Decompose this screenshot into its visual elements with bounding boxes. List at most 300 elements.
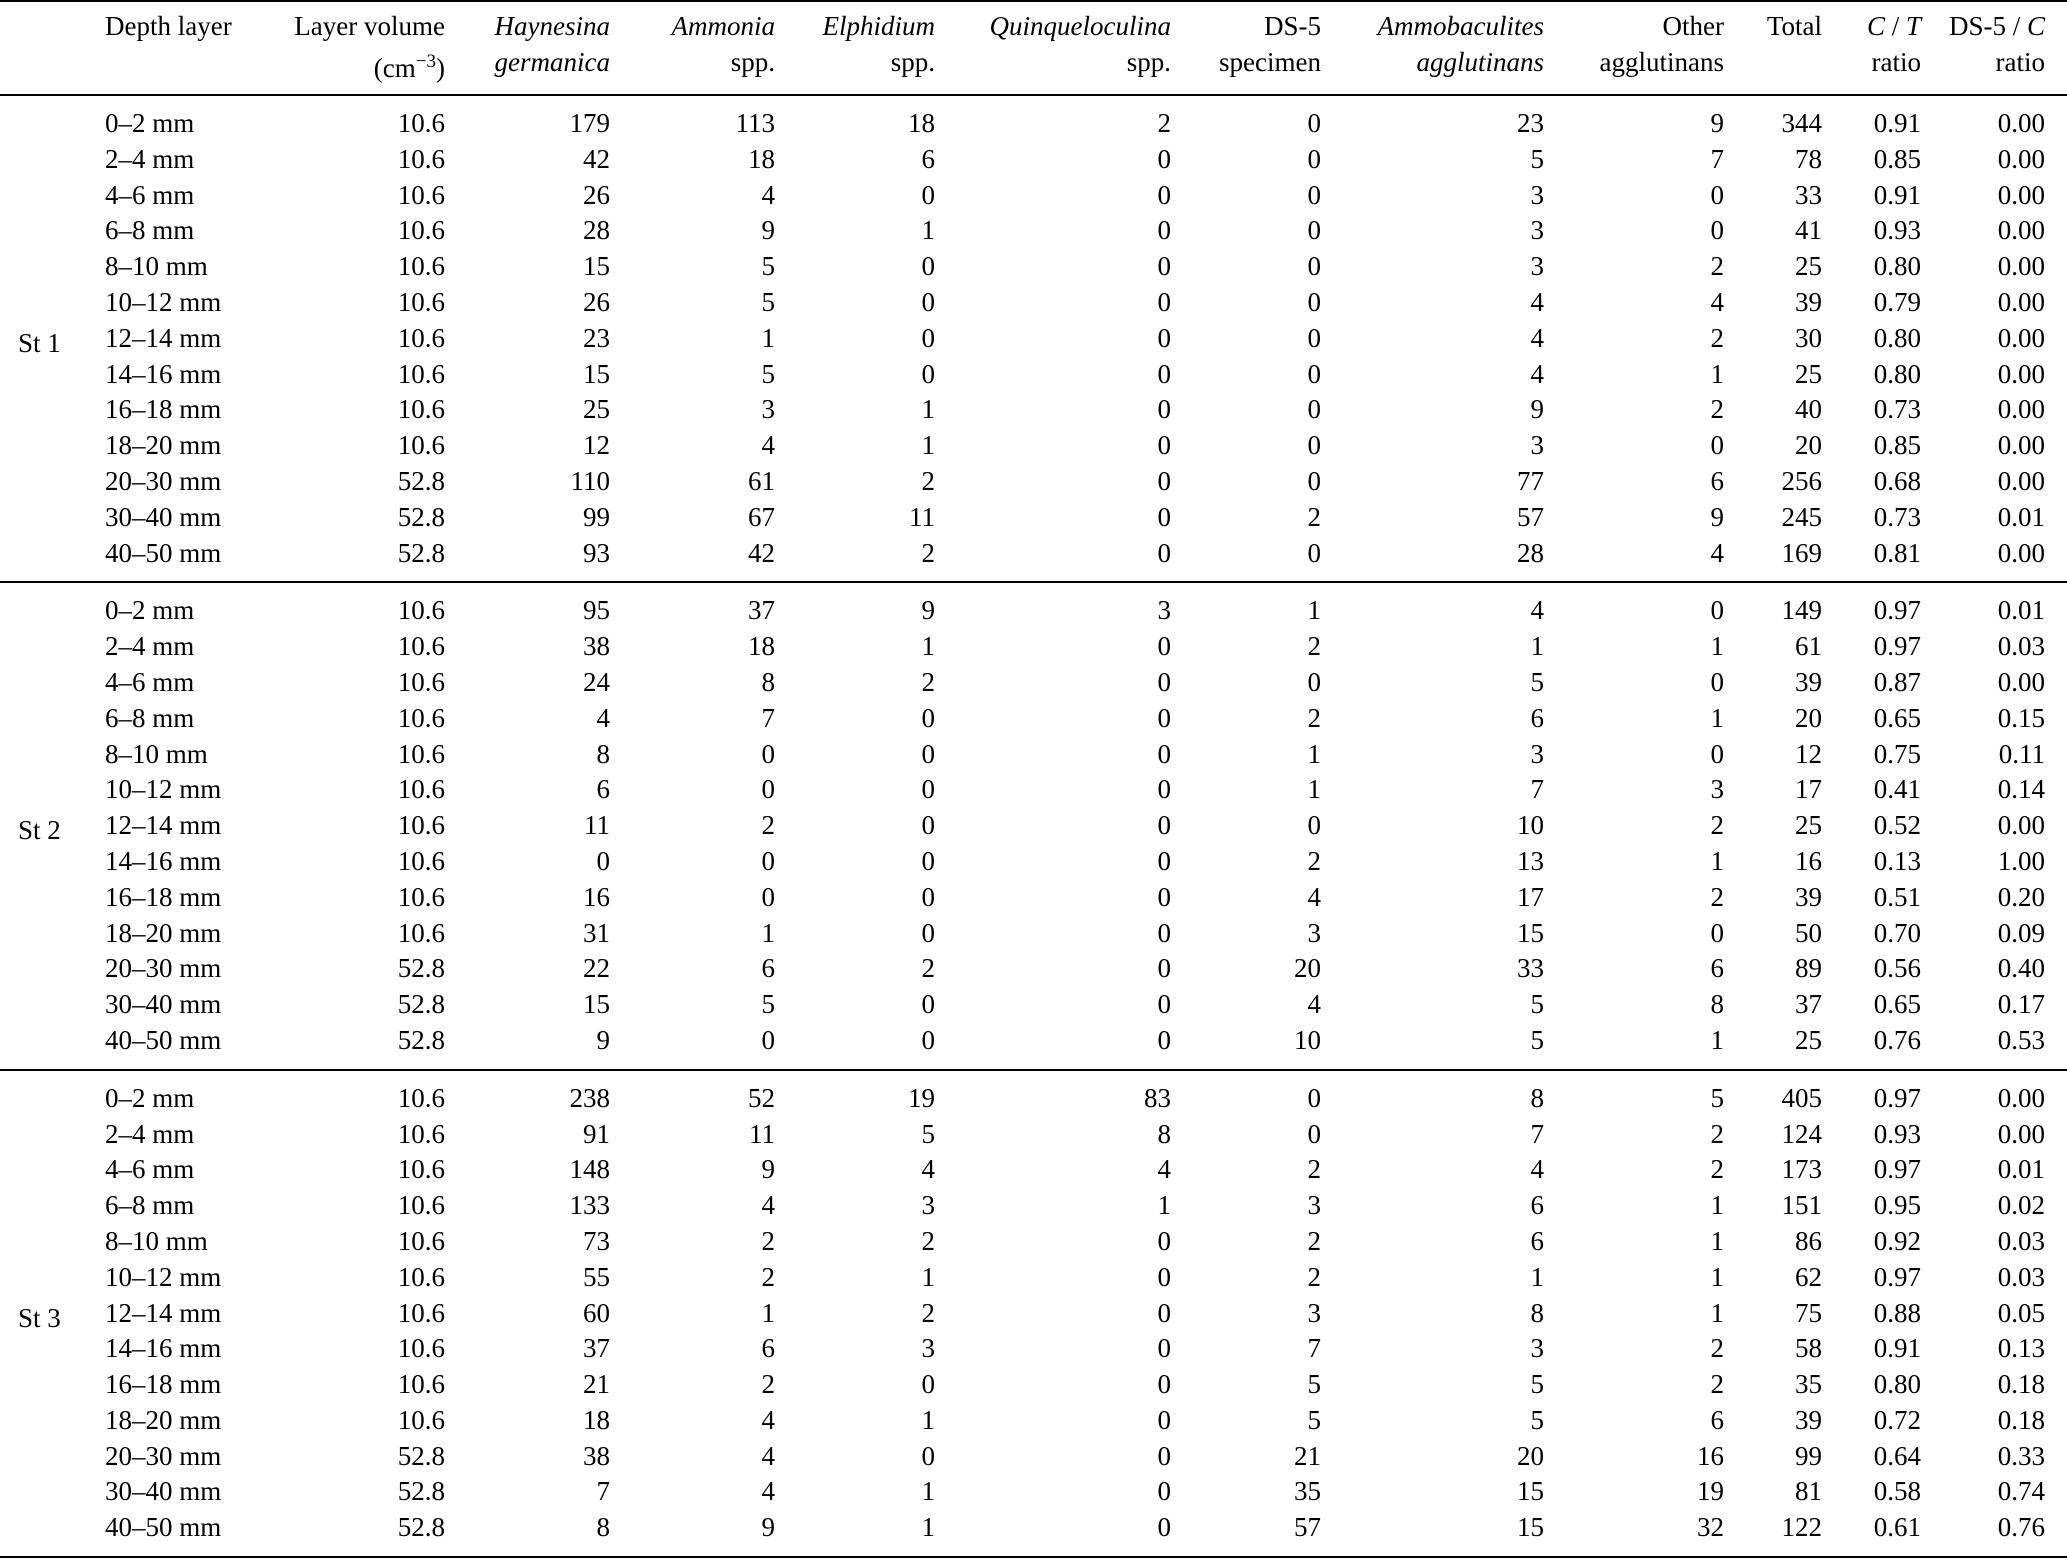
cell-total: 33	[1795, 179, 1822, 210]
cell-ds5-c-ratio: 0.40	[1997, 953, 2045, 984]
cell-ammonia: 4	[761, 1190, 775, 1221]
cell-depth-layer: 14–16 mm	[105, 1333, 222, 1364]
cell-total: 20	[1795, 430, 1822, 461]
header-layer-volume-close: )	[436, 53, 445, 83]
cell-elphidium: 2	[921, 953, 935, 984]
cell-quinqueloculina: 0	[1157, 810, 1171, 841]
cell-total: 17	[1795, 774, 1822, 805]
cell-ds5: 3	[1307, 1297, 1321, 1328]
header-layer-volume-line1: Layer volume	[294, 11, 445, 41]
cell-total: 39	[1795, 666, 1822, 697]
header-other-line2: agglutinans	[1599, 47, 1724, 77]
cell-layer-volume: 10.6	[397, 143, 445, 174]
cell-ammobaculites: 4	[1530, 1154, 1544, 1185]
header-ct-ratio	[1822, 1, 1921, 95]
cell-elphidium: 3	[921, 1190, 935, 1221]
cell-elphidium: 0	[921, 358, 935, 389]
cell-ct-ratio: 0.73	[1873, 501, 1921, 532]
cell-ammobaculites: 13	[1517, 845, 1544, 876]
cell-ds5: 4	[1307, 881, 1321, 912]
cell-layer-volume: 52.8	[397, 501, 445, 532]
header-elphidium	[775, 1, 935, 95]
table-row	[0, 213, 2067, 249]
cell-elphidium: 19	[908, 1082, 935, 1113]
cell-haynesina: 0	[596, 845, 610, 876]
cell-depth-layer: 0–2 mm	[105, 1082, 195, 1113]
cell-layer-volume: 52.8	[397, 989, 445, 1020]
cell-elphidium: 0	[921, 251, 935, 282]
cell-quinqueloculina: 0	[1157, 881, 1171, 912]
header-ct-t: T	[1905, 11, 1921, 41]
cell-ammonia: 1	[761, 322, 775, 353]
table-row	[0, 1367, 2067, 1403]
cell-haynesina: 73	[583, 1225, 610, 1256]
cell-ds5: 21	[1294, 1440, 1321, 1471]
header-elphidium-line1: Elphidium	[822, 11, 935, 41]
cell-ds5: 10	[1294, 1024, 1321, 1055]
cell-ds5-c-ratio: 0.03	[1997, 1225, 2045, 1256]
header-dsc-pre: DS-5 /	[1948, 11, 2027, 41]
cell-ct-ratio: 0.52	[1873, 810, 1921, 841]
cell-ds5: 0	[1307, 430, 1321, 461]
cell-layer-volume: 52.8	[397, 1512, 445, 1543]
cell-depth-layer: 16–18 mm	[105, 881, 222, 912]
station-label: St 2	[18, 815, 61, 846]
table-row	[0, 880, 2067, 916]
cell-ct-ratio: 0.80	[1873, 358, 1921, 389]
cell-quinqueloculina: 0	[1157, 358, 1171, 389]
table-row	[0, 95, 2067, 142]
cell-depth-layer: 30–40 mm	[105, 989, 222, 1020]
cell-ct-ratio: 0.91	[1873, 179, 1921, 210]
header-ct-c: C	[1866, 11, 1885, 41]
table-row	[0, 536, 2067, 583]
cell-layer-volume: 10.6	[397, 774, 445, 805]
cell-haynesina: 16	[583, 881, 610, 912]
cell-total: 245	[1781, 501, 1822, 532]
cell-ds5-c-ratio: 0.00	[1997, 666, 2045, 697]
header-ct-sep: /	[1884, 11, 1906, 41]
cell-ds5: 20	[1294, 953, 1321, 984]
cell-ammonia: 5	[761, 251, 775, 282]
cell-quinqueloculina: 0	[1157, 1024, 1171, 1055]
cell-ct-ratio: 0.80	[1873, 322, 1921, 353]
cell-ct-ratio: 0.79	[1873, 286, 1921, 317]
cell-layer-volume: 10.6	[397, 1297, 445, 1328]
cell-ct-ratio: 0.80	[1873, 251, 1921, 282]
cell-layer-volume: 52.8	[397, 537, 445, 568]
cell-haynesina: 7	[596, 1476, 610, 1507]
cell-ammobaculites: 6	[1530, 1190, 1544, 1221]
cell-ct-ratio: 0.68	[1873, 465, 1921, 496]
cell-haynesina: 15	[583, 989, 610, 1020]
cell-ammonia: 67	[748, 501, 775, 532]
cell-elphidium: 6	[921, 143, 935, 174]
cell-quinqueloculina: 0	[1157, 322, 1171, 353]
cell-ct-ratio: 0.97	[1873, 595, 1921, 626]
cell-ammobaculites: 28	[1517, 537, 1544, 568]
cell-ct-ratio: 0.88	[1873, 1297, 1921, 1328]
cell-elphidium: 0	[921, 881, 935, 912]
cell-ct-ratio: 0.97	[1873, 1261, 1921, 1292]
cell-elphidium: 1	[921, 1476, 935, 1507]
cell-haynesina: 99	[583, 501, 610, 532]
cell-ct-ratio: 0.76	[1873, 1024, 1921, 1055]
cell-elphidium: 1	[921, 631, 935, 662]
cell-ct-ratio: 0.51	[1873, 881, 1921, 912]
table-row	[0, 142, 2067, 178]
cell-layer-volume: 10.6	[397, 358, 445, 389]
cell-other-agglutinans: 9	[1710, 501, 1724, 532]
cell-ds5-c-ratio: 0.00	[1997, 179, 2045, 210]
cell-haynesina: 37	[583, 1333, 610, 1364]
cell-ds5: 1	[1307, 738, 1321, 769]
cell-ct-ratio: 0.61	[1873, 1512, 1921, 1543]
cell-total: 89	[1795, 953, 1822, 984]
cell-ds5: 4	[1307, 989, 1321, 1020]
cell-layer-volume: 52.8	[397, 1024, 445, 1055]
cell-quinqueloculina: 0	[1157, 179, 1171, 210]
cell-layer-volume: 10.6	[397, 430, 445, 461]
cell-ds5-c-ratio: 0.18	[1997, 1404, 2045, 1435]
cell-elphidium: 2	[921, 1225, 935, 1256]
cell-ammobaculites: 20	[1517, 1440, 1544, 1471]
cell-elphidium: 9	[921, 595, 935, 626]
cell-ct-ratio: 0.72	[1873, 1404, 1921, 1435]
cell-ds5-c-ratio: 0.00	[1997, 465, 2045, 496]
cell-ammobaculites: 23	[1517, 108, 1544, 138]
cell-ammonia: 5	[761, 286, 775, 317]
cell-ammobaculites: 5	[1530, 1404, 1544, 1435]
cell-ds5: 0	[1307, 143, 1321, 174]
cell-other-agglutinans: 2	[1710, 810, 1724, 841]
header-layer-volume-exponent: −3	[415, 51, 436, 72]
header-ds5-line2: specimen	[1219, 47, 1321, 77]
cell-layer-volume: 10.6	[397, 179, 445, 210]
cell-ds5-c-ratio: 0.01	[1997, 1154, 2045, 1185]
cell-depth-layer: 12–14 mm	[105, 810, 222, 841]
cell-elphidium: 11	[909, 501, 935, 532]
cell-ds5-c-ratio: 0.20	[1997, 881, 2045, 912]
cell-other-agglutinans: 0	[1710, 666, 1724, 697]
cell-ammonia: 2	[761, 1369, 775, 1400]
cell-ammobaculites: 5	[1530, 1369, 1544, 1400]
cell-layer-volume: 52.8	[397, 1476, 445, 1507]
cell-quinqueloculina: 8	[1157, 1118, 1171, 1149]
cell-ds5: 2	[1307, 631, 1321, 662]
header-other-agglutinans	[1544, 1, 1724, 95]
cell-quinqueloculina: 0	[1157, 143, 1171, 174]
cell-ds5-c-ratio: 0.33	[1997, 1440, 2045, 1471]
cell-ct-ratio: 0.64	[1873, 1440, 1921, 1471]
header-ds5-line1: DS-5	[1263, 11, 1321, 41]
cell-depth-layer: 14–16 mm	[105, 358, 222, 389]
cell-ds5: 35	[1294, 1476, 1321, 1507]
cell-ammonia: 7	[761, 702, 775, 733]
cell-ammobaculites: 33	[1517, 953, 1544, 984]
cell-ct-ratio: 0.85	[1873, 143, 1921, 174]
cell-layer-volume: 10.6	[397, 1154, 445, 1185]
cell-ds5: 2	[1307, 702, 1321, 733]
cell-quinqueloculina: 0	[1157, 1369, 1171, 1400]
cell-ammobaculites: 57	[1517, 501, 1544, 532]
cell-ds5-c-ratio: 0.00	[1997, 1118, 2045, 1149]
cell-ammobaculites: 77	[1517, 465, 1544, 496]
cell-layer-volume: 10.6	[397, 1082, 445, 1113]
cell-elphidium: 0	[921, 286, 935, 317]
table-row	[0, 428, 2067, 464]
cell-layer-volume: 52.8	[397, 1440, 445, 1471]
cell-depth-layer: 20–30 mm	[105, 1440, 222, 1471]
cell-haynesina: 42	[583, 143, 610, 174]
cell-layer-volume: 10.6	[397, 1333, 445, 1364]
cell-layer-volume: 10.6	[397, 702, 445, 733]
cell-ds5-c-ratio: 0.13	[1997, 1333, 2045, 1364]
cell-quinqueloculina: 0	[1157, 1297, 1171, 1328]
cell-ammonia: 113	[735, 108, 775, 138]
header-quinqueloculina-line1: Quinqueloculina	[989, 11, 1171, 41]
station-group-st2	[0, 582, 2067, 1069]
cell-ds5: 0	[1307, 537, 1321, 568]
table-row	[0, 1331, 2067, 1367]
table-row	[0, 1188, 2067, 1224]
cell-ammonia: 0	[761, 1024, 775, 1055]
cell-ds5-c-ratio: 0.00	[1997, 537, 2045, 568]
cell-ammonia: 61	[748, 465, 775, 496]
cell-other-agglutinans: 1	[1710, 702, 1724, 733]
cell-layer-volume: 10.6	[397, 595, 445, 626]
cell-ds5-c-ratio: 0.74	[1997, 1476, 2045, 1507]
cell-other-agglutinans: 4	[1710, 286, 1724, 317]
cell-elphidium: 2	[921, 465, 935, 496]
cell-other-agglutinans: 2	[1710, 881, 1724, 912]
cell-elphidium: 0	[921, 1369, 935, 1400]
cell-haynesina: 23	[583, 322, 610, 353]
cell-ds5: 5	[1307, 1369, 1321, 1400]
cell-layer-volume: 10.6	[397, 108, 445, 138]
cell-ds5: 0	[1307, 322, 1321, 353]
table-row	[0, 285, 2067, 321]
cell-quinqueloculina: 0	[1157, 738, 1171, 769]
cell-layer-volume: 52.8	[397, 953, 445, 984]
cell-ds5: 2	[1307, 1225, 1321, 1256]
cell-ct-ratio: 0.97	[1873, 1082, 1921, 1113]
cell-ds5-c-ratio: 0.15	[1997, 702, 2045, 733]
cell-haynesina: 4	[596, 702, 610, 733]
cell-haynesina: 8	[596, 1512, 610, 1543]
cell-haynesina: 55	[583, 1261, 610, 1292]
header-row	[0, 1, 2067, 95]
cell-haynesina: 25	[583, 394, 610, 425]
cell-haynesina: 26	[583, 286, 610, 317]
cell-ct-ratio: 0.87	[1873, 666, 1921, 697]
cell-quinqueloculina: 0	[1157, 1440, 1171, 1471]
table-row	[0, 629, 2067, 665]
cell-ammobaculites: 3	[1530, 215, 1544, 246]
cell-depth-layer: 8–10 mm	[105, 738, 208, 769]
cell-other-agglutinans: 2	[1710, 1154, 1724, 1185]
cell-ct-ratio: 0.93	[1873, 1118, 1921, 1149]
cell-other-agglutinans: 1	[1710, 1261, 1724, 1292]
cell-ct-ratio: 0.81	[1873, 537, 1921, 568]
cell-depth-layer: 4–6 mm	[105, 666, 195, 697]
table-row	[0, 1474, 2067, 1510]
cell-depth-layer: 6–8 mm	[105, 215, 195, 246]
cell-haynesina: 148	[569, 1154, 610, 1185]
header-ammonia-line2: spp.	[730, 47, 775, 77]
cell-other-agglutinans: 0	[1710, 595, 1724, 626]
cell-ds5-c-ratio: 0.18	[1997, 1369, 2045, 1400]
cell-ammonia: 4	[761, 430, 775, 461]
cell-depth-layer: 18–20 mm	[105, 430, 222, 461]
cell-layer-volume: 10.6	[397, 917, 445, 948]
cell-total: 256	[1781, 465, 1822, 496]
cell-other-agglutinans: 5	[1710, 1082, 1724, 1113]
cell-elphidium: 1	[921, 1512, 935, 1543]
table-row	[0, 808, 2067, 844]
cell-ds5-c-ratio: 0.00	[1997, 394, 2045, 425]
cell-ds5-c-ratio: 0.11	[1998, 738, 2045, 769]
cell-total: 16	[1795, 845, 1822, 876]
cell-ct-ratio: 0.65	[1873, 702, 1921, 733]
cell-ammonia: 0	[761, 845, 775, 876]
cell-other-agglutinans: 0	[1710, 917, 1724, 948]
cell-elphidium: 0	[921, 774, 935, 805]
cell-total: 122	[1781, 1512, 1822, 1543]
cell-total: 62	[1795, 1261, 1822, 1292]
cell-total: 25	[1795, 810, 1822, 841]
station-group-st1	[0, 95, 2067, 582]
cell-quinqueloculina: 0	[1157, 702, 1171, 733]
table-row	[0, 844, 2067, 880]
cell-quinqueloculina: 0	[1157, 286, 1171, 317]
cell-layer-volume: 10.6	[397, 251, 445, 282]
cell-other-agglutinans: 1	[1710, 1024, 1724, 1055]
header-quinqueloculina	[935, 1, 1171, 95]
table-row	[0, 321, 2067, 357]
cell-quinqueloculina: 0	[1157, 774, 1171, 805]
cell-ammobaculites: 5	[1530, 1024, 1544, 1055]
cell-ds5: 3	[1307, 917, 1321, 948]
table-row	[0, 1152, 2067, 1188]
cell-other-agglutinans: 1	[1710, 358, 1724, 389]
cell-other-agglutinans: 0	[1710, 738, 1724, 769]
cell-quinqueloculina: 0	[1157, 1476, 1171, 1507]
cell-ct-ratio: 0.56	[1873, 953, 1921, 984]
cell-ct-ratio: 0.95	[1873, 1190, 1921, 1221]
table-row	[0, 392, 2067, 428]
cell-ds5-c-ratio: 0.00	[1997, 810, 2045, 841]
cell-haynesina: 8	[596, 738, 610, 769]
cell-other-agglutinans: 7	[1710, 143, 1724, 174]
cell-haynesina: 133	[569, 1190, 610, 1221]
header-haynesina	[445, 1, 610, 95]
cell-other-agglutinans: 0	[1710, 430, 1724, 461]
cell-haynesina: 238	[569, 1082, 610, 1113]
cell-ct-ratio: 0.70	[1873, 917, 1921, 948]
cell-ct-ratio: 0.65	[1873, 989, 1921, 1020]
cell-ds5: 1	[1307, 774, 1321, 805]
cell-ammobaculites: 15	[1517, 1512, 1544, 1543]
cell-ammonia: 8	[761, 666, 775, 697]
cell-ds5: 2	[1307, 501, 1321, 532]
cell-depth-layer: 4–6 mm	[105, 1154, 195, 1185]
cell-ammonia: 4	[761, 1440, 775, 1471]
cell-layer-volume: 10.6	[397, 1225, 445, 1256]
cell-layer-volume: 10.6	[397, 215, 445, 246]
cell-ds5: 0	[1307, 358, 1321, 389]
cell-layer-volume: 10.6	[397, 810, 445, 841]
cell-total: 12	[1795, 738, 1822, 769]
cell-ds5: 0	[1307, 251, 1321, 282]
cell-quinqueloculina: 0	[1157, 1261, 1171, 1292]
cell-ds5-c-ratio: 0.00	[1997, 251, 2045, 282]
header-other-line1: Other	[1662, 11, 1724, 41]
table-row	[0, 582, 2067, 629]
cell-depth-layer: 10–12 mm	[105, 1261, 222, 1292]
header-ammobaculites-line1: Ammobaculites	[1377, 11, 1544, 41]
cell-depth-layer: 2–4 mm	[105, 631, 195, 662]
cell-total: 99	[1795, 1440, 1822, 1471]
cell-ds5: 2	[1307, 1261, 1321, 1292]
cell-ds5: 0	[1307, 215, 1321, 246]
cell-ammobaculites: 3	[1530, 1333, 1544, 1364]
cell-elphidium: 0	[921, 917, 935, 948]
cell-ds5-c-ratio: 0.01	[1997, 501, 2045, 532]
cell-ammobaculites: 15	[1517, 917, 1544, 948]
cell-ammonia: 2	[761, 810, 775, 841]
cell-elphidium: 0	[921, 1024, 935, 1055]
table-row	[0, 1260, 2067, 1296]
cell-other-agglutinans: 2	[1710, 394, 1724, 425]
cell-ct-ratio: 0.58	[1873, 1476, 1921, 1507]
cell-depth-layer: 40–50 mm	[105, 1024, 222, 1055]
cell-haynesina: 60	[583, 1297, 610, 1328]
cell-ct-ratio: 0.41	[1873, 774, 1921, 805]
cell-total: 78	[1795, 143, 1822, 174]
cell-depth-layer: 30–40 mm	[105, 1476, 222, 1507]
cell-ds5: 2	[1307, 1154, 1321, 1185]
cell-ammobaculites: 9	[1530, 394, 1544, 425]
cell-total: 40	[1795, 394, 1822, 425]
cell-elphidium: 2	[921, 537, 935, 568]
cell-haynesina: 11	[584, 810, 610, 841]
cell-ammonia: 9	[761, 215, 775, 246]
cell-elphidium: 0	[921, 810, 935, 841]
cell-other-agglutinans: 8	[1710, 989, 1724, 1020]
cell-other-agglutinans: 3	[1710, 774, 1724, 805]
cell-depth-layer: 40–50 mm	[105, 1512, 222, 1543]
cell-ammonia: 5	[761, 989, 775, 1020]
cell-depth-layer: 6–8 mm	[105, 1190, 195, 1221]
cell-ds5-c-ratio: 0.00	[1997, 215, 2045, 246]
cell-ds5-c-ratio: 0.14	[1997, 774, 2045, 805]
table-row	[0, 357, 2067, 393]
cell-ammobaculites: 6	[1530, 1225, 1544, 1256]
cell-ammobaculites: 5	[1530, 666, 1544, 697]
cell-ammobaculites: 7	[1530, 1118, 1544, 1149]
cell-ds5-c-ratio: 1.00	[1997, 845, 2045, 876]
cell-ct-ratio: 0.91	[1873, 1333, 1921, 1364]
table-row	[0, 916, 2067, 952]
header-station	[0, 1, 105, 95]
cell-ct-ratio: 0.75	[1873, 738, 1921, 769]
cell-ds5-c-ratio: 0.00	[1997, 322, 2045, 353]
cell-depth-layer: 20–30 mm	[105, 953, 222, 984]
cell-other-agglutinans: 4	[1710, 537, 1724, 568]
cell-total: 405	[1781, 1082, 1822, 1113]
cell-elphidium: 0	[921, 322, 935, 353]
